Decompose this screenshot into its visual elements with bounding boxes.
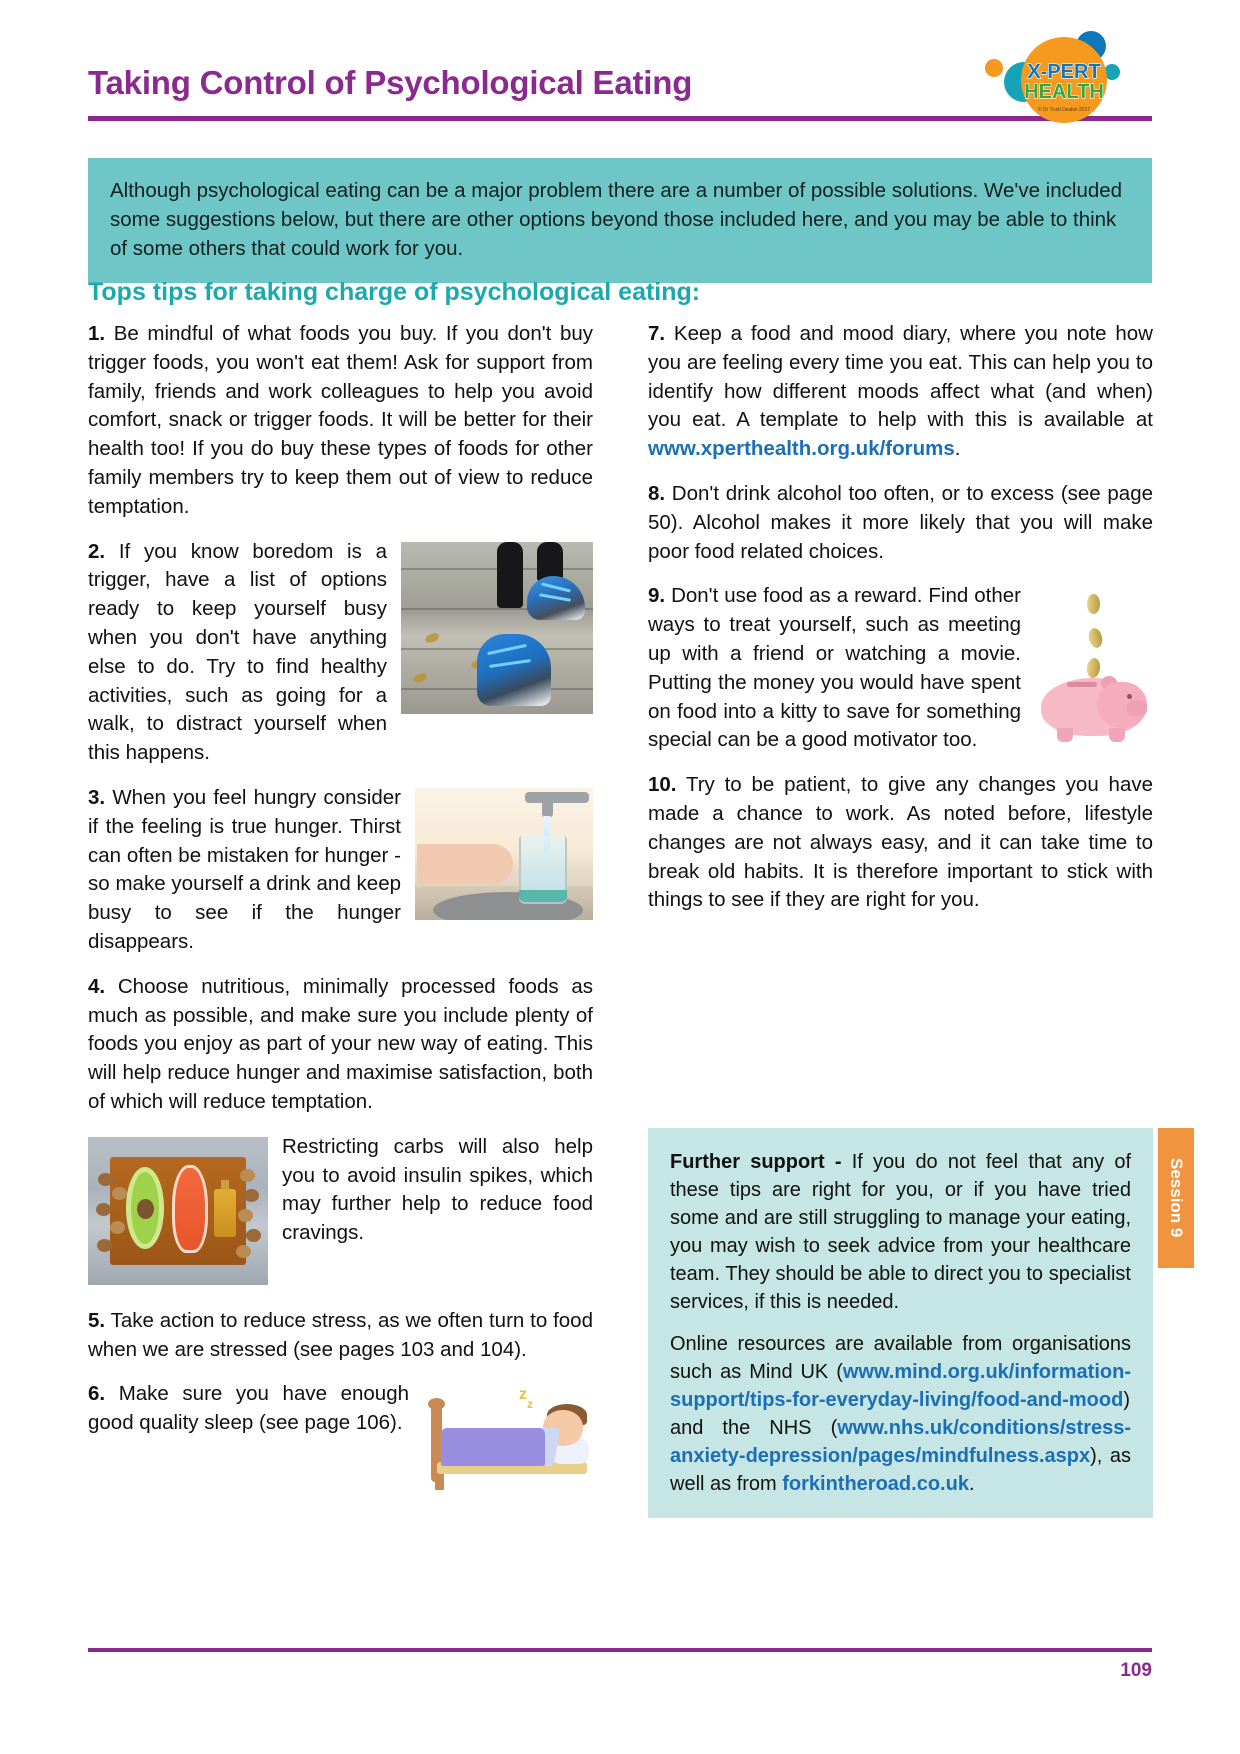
- tip-7-text-b: .: [954, 437, 961, 461]
- section-heading: Tops tips for taking charge of psychological eating:: [88, 278, 701, 306]
- support-paragraph-1: [670, 1148, 1131, 1316]
- tip-6: [88, 1380, 593, 1496]
- page-number: 109: [1120, 1660, 1152, 1681]
- tip-5-number: 5.: [88, 1308, 106, 1332]
- further-support-callout: [648, 1128, 1153, 1518]
- right-column: [648, 320, 1153, 915]
- tip-8-number: 8.: [648, 481, 666, 505]
- tip-3-number: 3.: [88, 785, 106, 809]
- support-text-1: If you do not feel that any of these tips are right for you, or if you have tried some and are still struggling to manage your eating, you may wish to seek advice from your healthcare team. They should be able to direct you to specialist services, if this is needed.: [670, 1151, 1131, 1313]
- tip-9-text: Don't use food as a reward. Find other ways to treat yourself, such as meeting up with a friend or watching a movie. Putting the money you would have spent on food into a kitty to save for something special can be a good motivator too.: [648, 584, 1021, 752]
- footer-divider: [88, 1648, 1152, 1652]
- tip-1-text: Be mindful of what foods you buy. If you don't buy trigger foods, you won't eat them! Ask for support from family, friends and work colleagues to help you avoid comfort, snack or trigger foods. It will be better for their health too! If you do buy these types of foods for other family members try to keep them out of view to reduce temptation.: [88, 322, 593, 518]
- tip-8: [648, 480, 1153, 566]
- support-text-2d: .: [968, 1473, 975, 1495]
- tip-7-text-a: Keep a food and mood diary, where you note how you are feeling every time you eat. This can help you to identify how different moods affect what (and when) you eat. A template to help with this is available at: [648, 322, 1153, 432]
- left-column: [88, 320, 593, 1496]
- piggy-bank-photo: [1035, 586, 1153, 746]
- support-text-2a: Online resources are available from organisations such as Mind UK (: [670, 1333, 1131, 1383]
- support-paragraph-2: [670, 1330, 1131, 1498]
- tip-10-text: Try to be patient, to give any changes you have made a chance to work. As noted before, lifestyle changes are not always easy, and it can take time to break old habits. It is therefore important to stick with things to see if they are right for you.: [648, 773, 1153, 912]
- forkintheroad-link[interactable]: forkintheroad.co.uk: [782, 1473, 969, 1495]
- tip-9: [648, 582, 1153, 755]
- tip-4-text-a: Choose nutritious, minimally processed foods as much as possible, and make sure you include plenty of foods you enjoy as part of your new way of eating. This will help reduce hunger and maximise satisfaction, both of which will reduce temptation.: [88, 974, 593, 1113]
- intro-callout: [88, 158, 1152, 283]
- tip-1: [88, 320, 593, 522]
- tip-5-text: Take action to reduce stress, as we often turn to food when we are stressed (see pages 103 and 104).: [88, 1308, 593, 1361]
- further-support-label: Further support -: [670, 1151, 852, 1173]
- tip-3: [88, 784, 593, 957]
- tip-6-text: Make sure you have enough good quality sleep (see page 106).: [88, 1382, 409, 1435]
- tip-9-number: 9.: [648, 584, 666, 608]
- xpert-forums-link[interactable]: www.xperthealth.org.uk/forums: [648, 437, 955, 461]
- xpert-health-logo: [972, 24, 1122, 134]
- tip-4-text-b: Restricting carbs will also help you to avoid insulin spikes, which may further help to reduce food cravings.: [282, 1134, 593, 1245]
- tip-10-number: 10.: [648, 773, 677, 797]
- tip-10: [648, 771, 1153, 915]
- svg-text:X-PERT: X-PERT: [1027, 61, 1101, 83]
- tip-4-part-b: [88, 1133, 593, 1291]
- support-text-2c: ), as well as from: [670, 1445, 1131, 1495]
- intro-text: Although psychological eating can be a major problem there are a number of possible solutions. We've included some suggestions below, but there are other options beyond those included here, and you may be able to think of some others that could work for you.: [110, 179, 1123, 261]
- svg-text:© Dr Trudi Deakin 2017: © Dr Trudi Deakin 2017: [1037, 107, 1091, 113]
- tip-1-number: 1.: [88, 322, 106, 345]
- tip-2: [88, 538, 593, 768]
- session-tab: [1158, 1128, 1194, 1268]
- tip-2-number: 2.: [88, 539, 106, 563]
- tip-7-number: 7.: [648, 322, 666, 345]
- healthy-fats-photo: [88, 1137, 268, 1285]
- tip-6-number: 6.: [88, 1382, 106, 1406]
- glass-of-water-photo: [415, 788, 593, 920]
- sleeping-in-bed-illustration: z z: [423, 1384, 593, 1492]
- tip-5: [88, 1307, 593, 1365]
- session-tab-label: Session 9: [1167, 1158, 1186, 1238]
- page-title: Taking Control of Psychological Eating: [88, 64, 693, 101]
- svg-text:HEALTH: HEALTH: [1024, 81, 1104, 103]
- support-text-2b: ) and the NHS (: [670, 1389, 1131, 1439]
- tip-2-text: If you know boredom is a trigger, have a list of options ready to keep yourself busy when you don't have anything else to do. Try to find healthy activities, such as going for a walk, to distract yourself when this happens.: [88, 539, 387, 765]
- tip-8-text: Don't drink alcohol too often, or to excess (see page 50). Alcohol makes it more likely that you will make poor food related choices.: [648, 481, 1153, 563]
- mind-uk-link[interactable]: www.mind.org.uk/information-support/tips-for-everyday-living/food-and-mood: [670, 1361, 1131, 1411]
- tip-7: [648, 320, 1153, 464]
- tip-4-part-a: [88, 973, 593, 1117]
- running-shoes-photo: [401, 542, 593, 714]
- tip-4-number: 4.: [88, 974, 106, 998]
- nhs-mindfulness-link[interactable]: www.nhs.uk/conditions/stress-anxiety-depression/pages/mindfulness.aspx: [670, 1417, 1131, 1467]
- tip-3-text: When you feel hungry consider if the feeling is true hunger. Thirst can often be mistaken for hunger - so make yourself a drink and keep busy to see if the hunger disappears.: [88, 785, 401, 953]
